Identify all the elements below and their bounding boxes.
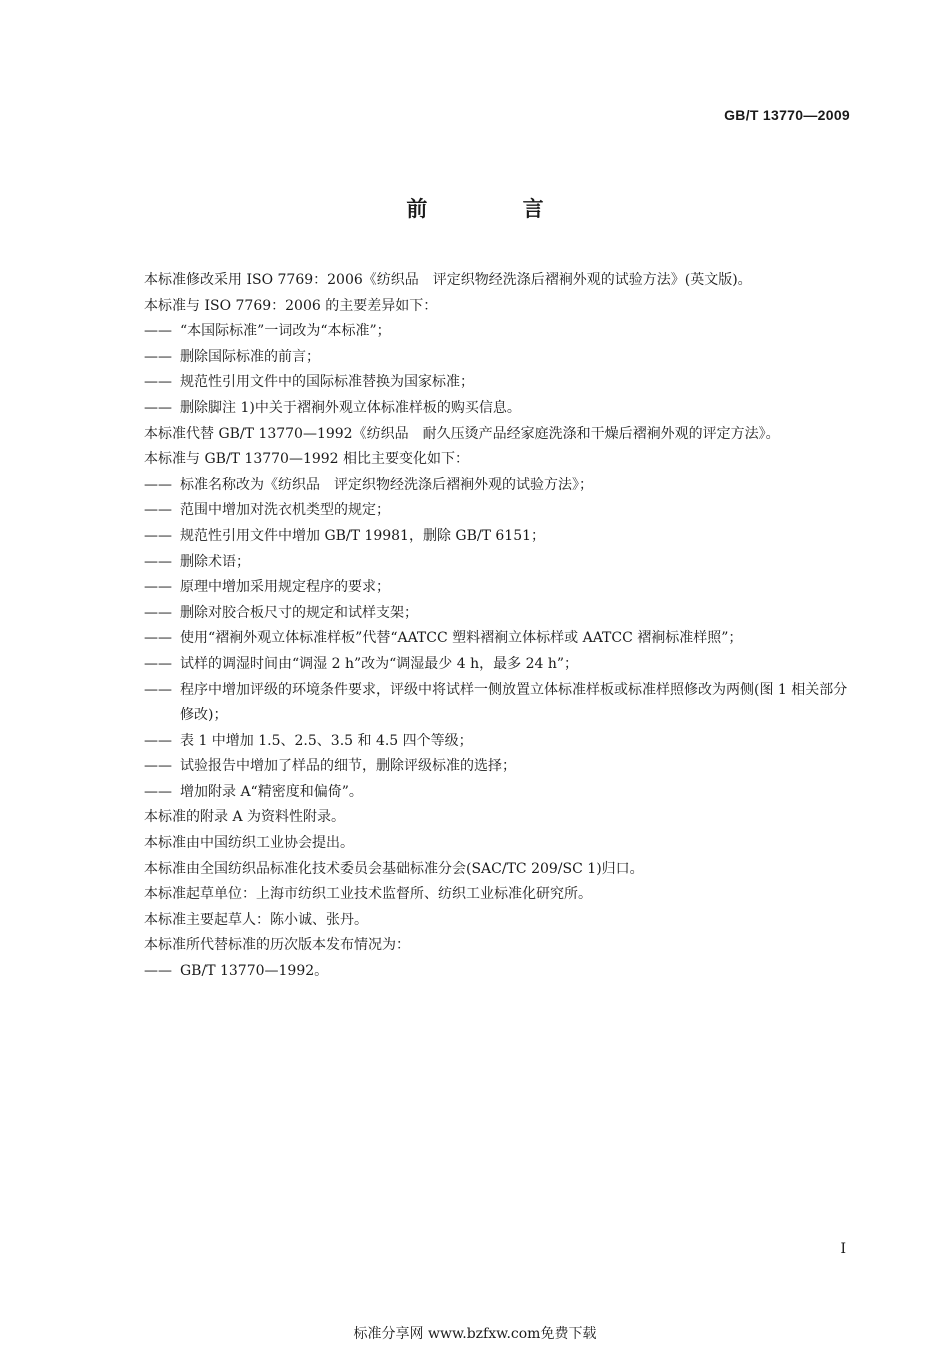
dash-marker: —— [144,630,172,647]
list-item-text: GB/T 13770—1992。 [180,963,329,980]
list-item-text: 试样的调湿时间由“调湿 2 h”改为“调湿最少 4 h，最多 24 h”； [180,655,579,672]
foreword-body [111,268,856,985]
dash-marker: —— [144,681,172,698]
dash-marker: —— [144,758,172,775]
list-item-text: 程序中增加评级的环境条件要求，评级中将试样一侧放置立体标准样板或标准样照修改为两侧(图 1 相关部分修改)； [180,681,848,724]
dash-marker: —— [144,374,172,391]
dash-marker: —— [144,553,172,570]
paragraph: 本标准修改采用 ISO 7769：2006《纺织品 评定织物经洗涤后褶裥外观的试验方法》(英文版)。 [144,272,752,288]
footer-watermark: 标准分享网 www.bzfxw.com免费下载 [353,1326,597,1342]
list-item [111,780,856,806]
list-item [111,754,856,780]
dash-marker: —— [144,502,172,519]
paragraph: 本标准由中国纺织工业协会提出。 [144,835,354,852]
dash-marker: —— [144,579,172,596]
dash-marker: —— [144,732,172,749]
list-item-text: 删除对胶合板尺寸的规定和试样支架； [180,604,418,621]
paragraph: 本标准起草单位：上海市纺织工业技术监督所、纺织工业标准化研究所。 [144,886,592,903]
list-item-text: 删除脚注 1)中关于褶裥外观立体标准样板的购买信息。 [180,399,521,416]
list-item [111,396,856,422]
list-item-text: 范围中增加对洗衣机类型的规定； [180,502,390,519]
list-item-text: 规范性引用文件中的国际标准替换为国家标准； [180,374,474,391]
page-title: 前 言 [406,197,588,221]
list-item-text: 删除术语； [180,553,250,570]
list-item [111,524,856,550]
standard-code: GB/T 13770—2009 [724,107,850,123]
paragraph: 本标准的附录 A 为资料性附录。 [144,809,346,826]
list-item [111,550,856,576]
dash-marker: —— [144,399,172,416]
dash-marker: —— [144,783,172,800]
list-item-text: 标准名称改为《纺织品 评定织物经洗涤后褶裥外观的试验方法》； [180,476,593,493]
list-item-text: “本国际标准”一词改为“本标准”； [180,323,391,340]
list-item [111,575,856,601]
paragraph: 本标准所代替标准的历次版本发布情况为： [144,937,410,954]
list-item [111,370,856,396]
dash-marker: —— [144,527,172,544]
list-item [111,729,856,755]
dash-marker: —— [144,476,172,493]
list-item-text: 删除国际标准的前言； [180,348,320,365]
list-item-text: 原理中增加采用规定程序的要求； [180,579,390,596]
page-number: I [840,1241,846,1257]
list-item [111,678,856,729]
list-item [111,959,856,985]
list-item [111,626,856,652]
list-item [111,498,856,524]
list-item-text: 使用“褶裥外观立体标准样板”代替“AATCC 塑料褶裥立体标样或 AATCC 褶裥标准样照”； [180,630,743,647]
dash-marker: —— [144,963,172,980]
list-item-text: 表 1 中增加 1.5、2.5、3.5 和 4.5 四个等级； [180,732,473,749]
list-item-text: 试验报告中增加了样品的细节，删除评级标准的选择； [180,758,516,775]
dash-marker: —— [144,655,172,672]
paragraph: 本标准代替 GB/T 13770—1992《纺织品 耐久压烫产品经家庭洗涤和干燥后褶裥外观的评定方法》。 [144,425,780,442]
dash-marker: —— [144,604,172,621]
list-item [111,601,856,627]
paragraph: 本标准与 GB/T 13770—1992 相比主要变化如下： [144,451,470,468]
list-item [111,319,856,345]
list-item-text: 规范性引用文件中增加 GB/T 19981，删除 GB/T 6151； [180,527,546,544]
dash-marker: —— [144,348,172,365]
list-item [111,652,856,678]
list-item-text: 增加附录 A“精密度和偏倚”。 [180,783,363,800]
paragraph: 本标准主要起草人：陈小诚、张丹。 [144,911,368,928]
paragraph: 本标准由全国纺织品标准化技术委员会基础标准分会(SAC/TC 209/SC 1)归口。 [144,860,644,877]
list-item [111,473,856,499]
list-item [111,345,856,371]
dash-marker: —— [144,323,172,340]
paragraph: 本标准与 ISO 7769：2006 的主要差异如下： [144,297,438,314]
